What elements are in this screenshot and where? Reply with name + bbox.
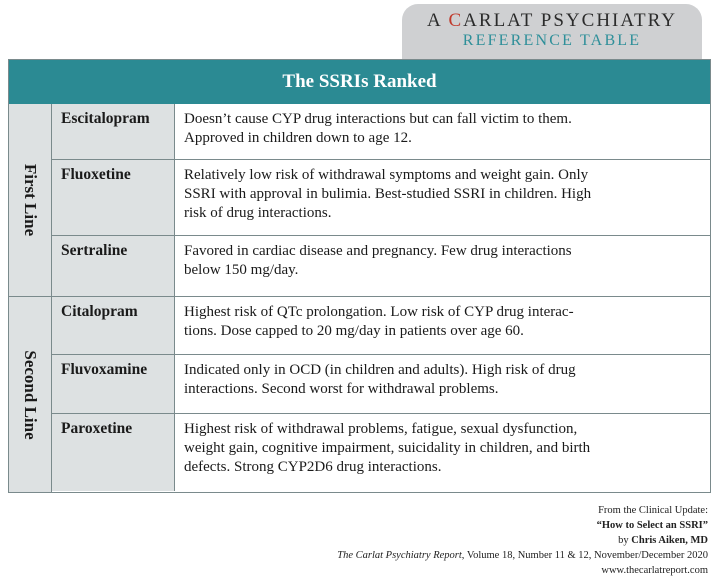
- table-row-fluvoxamine: [52, 355, 710, 414]
- brand-subtitle: REFERENCE TABLE: [462, 32, 642, 49]
- group-second-line: [9, 297, 52, 492]
- citation-website: www.thecarlatreport.com: [601, 565, 708, 576]
- drug-description: Relatively low risk of withdrawal symptoms and weight gain. Only SSRI with approval in bulimia. Best-studied SSRI in children. High risk of drug interactions.: [184, 167, 592, 221]
- drug-name: Escitalopram: [52, 104, 175, 159]
- citation: [337, 503, 708, 578]
- citation-article-title: “How to Select an SSRI”: [596, 520, 708, 531]
- drug-description: Highest risk of withdrawal problems, fatigue, sexual dysfunction, weight gain, cognitive impairment, suicidality in children, and birth defects. Strong CYP2D6 drug interactions.: [184, 421, 591, 475]
- table-row-escitalopram: [52, 104, 710, 160]
- table-row-paroxetine: [52, 414, 710, 491]
- table-title: The SSRIs Ranked: [9, 60, 710, 104]
- drug-name: Fluvoxamine: [52, 355, 175, 413]
- citation-author: by Chris Aiken, MD: [618, 535, 708, 546]
- group-label-second-line: Second Line: [21, 349, 40, 440]
- drug-name: Fluoxetine: [52, 160, 175, 235]
- reference-table-header: [402, 4, 702, 59]
- ssri-table: [8, 59, 711, 493]
- drug-description: Favored in cardiac disease and pregnancy. Few drug interactions below 150 mg/day.: [184, 243, 572, 278]
- drug-name: Paroxetine: [52, 414, 175, 491]
- brand-title: A CARLAT PSYCHIATRY: [427, 10, 677, 31]
- citation-source: From the Clinical Update:: [598, 505, 708, 516]
- drug-description: Indicated only in OCD (in children and adults). High risk of drug interactions. Second worst for withdrawal problems.: [184, 362, 576, 397]
- drug-name: Sertraline: [52, 236, 175, 296]
- drug-name: Citalopram: [52, 297, 175, 354]
- table-row-fluoxetine: [52, 160, 710, 236]
- citation-journal: The Carlat Psychiatry Report, Volume 18, Number 11 & 12, November/December 2020: [337, 550, 708, 561]
- table-row-sertraline: [52, 236, 710, 296]
- brand-accent-letter: C: [448, 10, 464, 31]
- group-first-line: [9, 104, 52, 296]
- drug-description: Highest risk of QTc prolongation. Low risk of CYP drug interac- tions. Dose capped to 20 mg/day in patients over age 60.: [184, 304, 574, 339]
- drug-description: Doesn’t cause CYP drug interactions but can fall victim to them. Approved in children down to age 12.: [184, 111, 572, 146]
- group-label-first-line: First Line: [21, 163, 40, 237]
- table-row-citalopram: [52, 297, 710, 355]
